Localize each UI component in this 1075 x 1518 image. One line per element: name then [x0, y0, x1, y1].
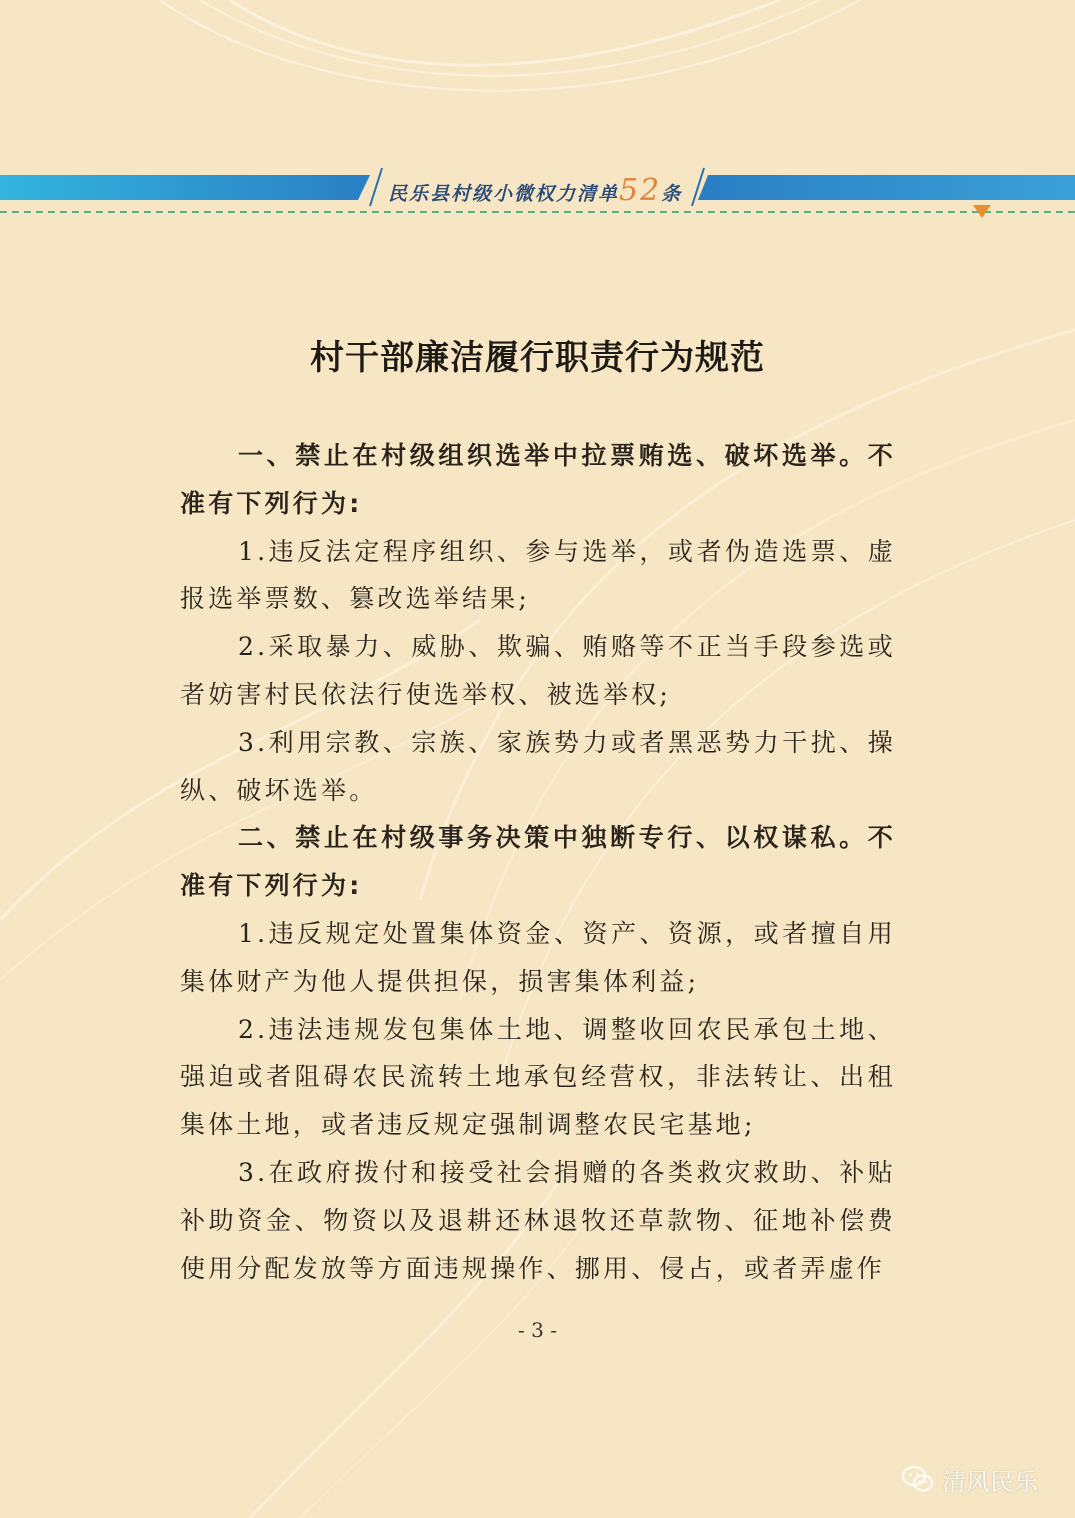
document-body: [180, 432, 896, 1292]
list-item: 1.违反法定程序组织、参与选举，或者伪造选票、虚报选举票数、篡改选举结果;: [180, 536, 896, 614]
account-watermark: [902, 1459, 1038, 1499]
list-item: 3.利用宗教、宗族、家族势力或者黑恶势力干扰、操纵、破坏选举。: [180, 727, 896, 805]
banner-text: 民乐县村级小微权力清单: [388, 183, 620, 205]
header-banner-title: [388, 174, 688, 208]
list-item: 2.采取暴力、威胁、欺骗、贿赂等不正当手段参选或者妨害村民依法行使选举权、被选举权;: [180, 632, 896, 709]
section-heading-2: 二、禁止在村级事务决策中独断专行、以权谋私。不准有下列行为:: [180, 823, 896, 901]
page-number: - 3 -: [518, 1318, 557, 1342]
list-item: 2.违法违规发包集体土地、调整收回农民承包土地、强迫或者阻碍农民流转土地承包经营权，非法转让、出租集体土地，或者违反规定强制调整农民宅基地;: [180, 1014, 896, 1140]
document-title: 村干部廉洁履行职责行为规范: [310, 338, 765, 378]
list-item: 3.在政府拨付和接受社会捐赠的各类救灾救助、补贴补助资金、物资以及退耕还林退牧还草款物、征地补偿费使用分配发放等方面违规操作、挪用、侵占，或者弄虚作: [180, 1157, 896, 1283]
watermark-text: 清风民乐: [942, 1467, 1038, 1496]
wechat-icon: [902, 1465, 934, 1493]
banner-number: 52: [619, 173, 662, 208]
list-item: 1.违反规定处置集体资金、资产、资源，或者擅自用集体财产为他人提供担保，损害集体利益;: [180, 918, 896, 996]
section-heading-1: 一、禁止在村级组织选举中拉票贿选、破坏选举。不准有下列行为:: [180, 441, 896, 518]
banner-suffix: 条: [661, 183, 683, 205]
